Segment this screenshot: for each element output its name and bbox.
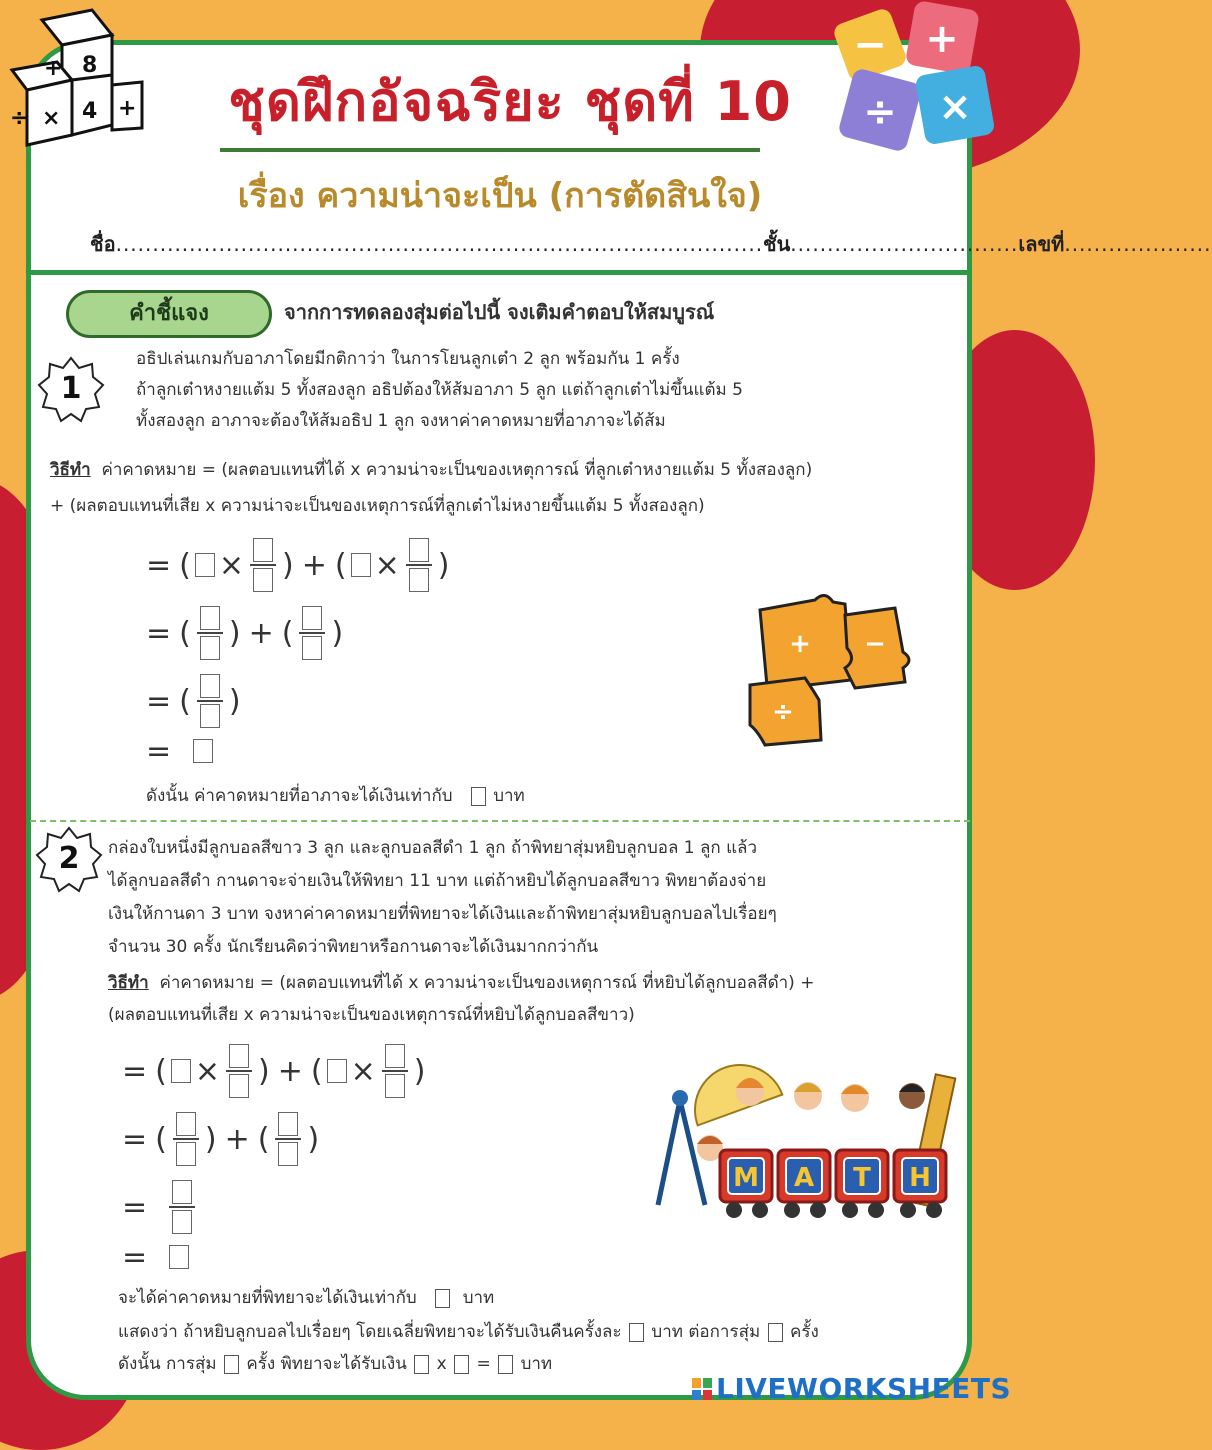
puzzle-pieces-icon [745,590,915,750]
method-label: วิธีทำ [108,973,149,993]
cube-label: + [44,56,63,81]
question-2-conclusion-2: แสดงว่า ถ้าหยิบลูกบอลไปเรื่อยๆ โดยเฉลี่ยพิทยาจะได้รับเงินคืนครั้งละ บาท ต่อการสุ่ม ครั้ง [118,1322,819,1342]
question-2-line: ได้ลูกบอลสีดำ กานดาจะจ่ายเงินให้พิทยา 11 บาท แต่ถ้าหยิบได้ลูกบอลสีขาว พิทยาต้องจ่าย [108,871,767,891]
answer-box[interactable] [454,1355,469,1374]
train-letter: M [733,1163,759,1193]
page-title: ชุดฝึกอัจฉริยะ ชุดที่ 10 [228,70,792,133]
fraction [275,1110,301,1168]
answer-box[interactable] [629,1323,644,1342]
question-1-text [136,344,743,437]
answer-box[interactable] [385,1074,405,1098]
answer-box[interactable] [224,1355,239,1374]
sticker-label: ÷ [863,89,897,135]
name-label: ชื่อ [90,232,116,256]
answer-box[interactable] [195,553,215,577]
title-divider [220,148,760,152]
number-label: เลขที่ [1018,232,1065,256]
answer-box[interactable] [171,1059,191,1083]
question-1-method [50,455,812,521]
answer-box[interactable] [176,1112,196,1136]
answer-box[interactable] [385,1044,405,1068]
page-subtitle: เรื่อง ความน่าจะเป็น (การตัดสินใจ) [237,176,763,216]
puzzle-label: ÷ [772,697,794,727]
cube-label: 4 [82,99,98,124]
fraction [173,1110,199,1168]
puzzle-label: − [864,629,886,659]
answer-box[interactable] [498,1355,513,1374]
answer-box[interactable] [200,606,220,630]
fraction [299,604,325,662]
answer-box[interactable] [229,1074,249,1098]
answer-box[interactable] [351,553,371,577]
question-1-line: ทั้งสองลูก อาภาจะต้องให้ส้มอธิป 1 ลูก จงหาค่าคาดหมายที่อาภาจะได้ส้ม [136,411,666,431]
instructions-label: คำชี้แจง [66,290,272,338]
answer-box[interactable] [253,538,273,562]
header-divider [30,270,970,275]
student-info-line: ชื่อ........................................................................................ชั้น...............................เลขที่.................... [90,232,1212,256]
question-2-line: เงินให้กานดา 3 บาท จงหาค่าคาดหมายที่พิทยาจะได้เงินและถ้าพิทยาสุ่มหยิบลูกบอลไปเรื่อยๆ [108,904,777,924]
sticker-label: + [925,16,959,62]
answer-box[interactable] [176,1142,196,1166]
answer-box[interactable] [278,1142,298,1166]
instructions-text: จากการทดลองสุ่มต่อไปนี้ จงเติมคำตอบให้สมบูรณ์ [284,300,715,324]
answer-box[interactable] [768,1323,783,1342]
question-2-number: 2 [58,841,80,876]
q2-equation-row-1: = ( × ) + ( × ) [118,1036,429,1106]
question-2-line: จำนวน 30 ครั้ง นักเรียนคิดว่าพิทยาหรือกานดาจะได้เงินมากกว่ากัน [108,937,599,957]
answer-box[interactable] [169,1245,189,1269]
q1-equation-row-1: = ( × ) + ( × ) [142,530,453,600]
q1-equation-row-4: = [142,716,213,786]
fraction [250,536,276,594]
question-1-number: 1 [60,371,82,406]
question-2-line: กล่องใบหนึ่งมีลูกบอลสีขาว 3 ลูก และลูกบอลสีดำ 1 ลูก ถ้าพิทยาสุ่มหยิบลูกบอล 1 ลูก แล้ว [108,838,758,858]
cube-label: 8 [82,53,98,78]
answer-box[interactable] [409,538,429,562]
answer-box[interactable] [435,1289,450,1308]
question-2-method [108,968,814,1030]
fraction [382,1042,408,1100]
answer-box[interactable] [409,568,429,592]
method-line: + (ผลตอบแทนที่เสีย x ความน่าจะเป็นของเหตุการณ์ที่ลูกเต๋าไม่หงายขึ้นแต้ม 5 ทั้งสองลูก) [50,496,705,516]
method-label: วิธีทำ [50,460,91,480]
answer-box[interactable] [200,674,220,698]
q1-equation-row-2: = ( ) + ( ) [142,598,347,668]
answer-box[interactable] [302,606,322,630]
answer-box[interactable] [200,636,220,660]
train-letter: A [793,1163,815,1193]
math-kids-train-illustration [650,1070,960,1230]
fraction [226,1042,252,1100]
sticker-label: − [853,22,887,68]
method-line: ค่าคาดหมาย = (ผลตอบแทนที่ได้ x ความน่าจะเป็นของเหตุการณ์ ที่หยิบได้ลูกบอลสีดำ) + [159,973,815,993]
question-1-line: ถ้าลูกเต๋าหงายแต้ม 5 ทั้งสองลูก อธิปต้องให้ส้มอาภา 5 ลูก แต่ถ้าลูกเต๋าไม่ขึ้นแต้ม 5 [136,380,743,400]
q2-equation-row-2: = ( ) + ( ) [118,1104,323,1174]
question-1-conclusion: ดังนั้น ค่าคาดหมายที่อาภาจะได้เงินเท่ากับ บาท [146,786,525,806]
question-1-line: อธิปเล่นเกมกับอาภาโดยมีกติกาว่า ในการโยนลูกเต๋า 2 ลูก พร้อมกัน 1 ครั้ง [136,349,680,369]
method-line: (ผลตอบแทนที่เสีย x ความน่าจะเป็นของเหตุการณ์ที่หยิบได้ลูกบอลสีขาว) [108,1005,635,1025]
answer-box[interactable] [229,1044,249,1068]
question-1-badge [38,356,104,422]
answer-box[interactable] [302,636,322,660]
answer-box[interactable] [193,739,213,763]
question-2-text [108,832,777,964]
puzzle-label: + [789,629,811,659]
q1-equation-row-3: = ( ) [142,666,245,736]
answer-box[interactable] [471,787,486,806]
answer-box[interactable] [253,568,273,592]
question-2-conclusion-1: จะได้ค่าคาดหมายที่พิทยาจะได้เงินเท่ากับ บาท [118,1288,495,1308]
section-divider [30,820,970,822]
method-line: ค่าคาดหมาย = (ผลตอบแทนที่ได้ x ความน่าจะเป็นของเหตุการณ์ ที่ลูกเต๋าหงายแต้ม 5 ทั้งสองลูก) [101,460,813,480]
question-2-badge [36,826,102,892]
question-2-conclusion-3: ดังนั้น การสุ่ม ครั้ง พิทยาจะได้รับเงิน x = บาท [118,1354,553,1374]
dice-cubes-icon [2,0,152,150]
sticker-label: × [938,84,972,130]
q2-equation-row-3: = [118,1172,197,1242]
answer-box[interactable] [414,1355,429,1374]
watermark: LIVEWORKSHEETS [716,1372,1012,1405]
fraction [406,536,432,594]
cube-label: × [42,106,61,131]
answer-box[interactable] [278,1112,298,1136]
liveworksheets-logo-icon [692,1378,712,1400]
cube-label: + [118,96,137,121]
class-label: ชั้น [763,232,791,256]
answer-box[interactable] [172,1180,192,1204]
q2-equation-row-4: = [118,1222,189,1292]
train-letter: H [909,1163,931,1193]
cube-label: ÷ [10,106,29,131]
train-letter: T [853,1163,871,1193]
fraction [197,604,223,662]
answer-box[interactable] [327,1059,347,1083]
